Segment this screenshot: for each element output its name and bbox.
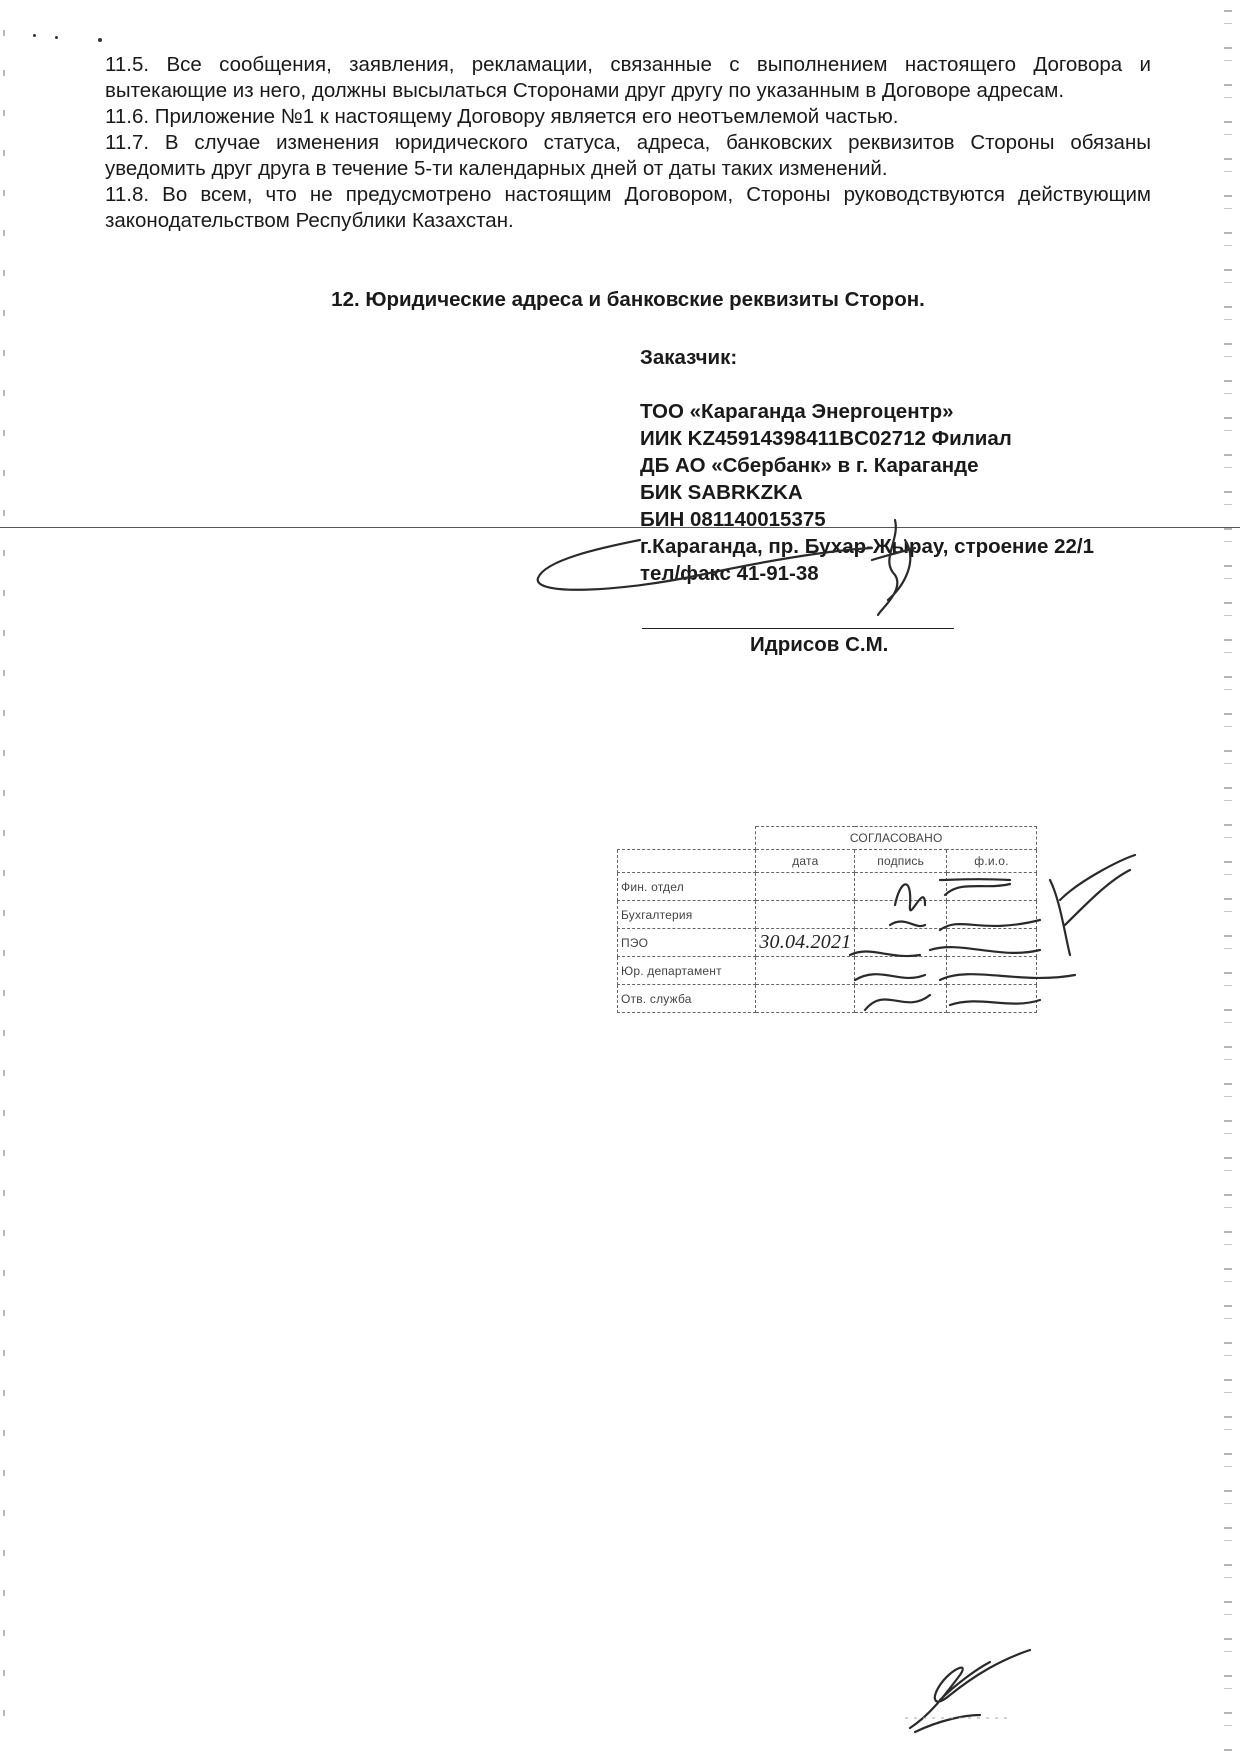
column-name: ф.и.о. xyxy=(946,850,1036,873)
scan-speck xyxy=(55,36,58,39)
clause-11-8: 11.8. Во всем, что не предусмотрено настоящим Договором, Стороны руководствуются действующим законодательством Республики Казахстан. xyxy=(105,183,1151,232)
signer-name: Идрисов С.М. xyxy=(750,633,889,656)
company-address: г.Караганда, пр. Бухар-Жырау, строение 22/1 xyxy=(640,535,1095,558)
approval-header-row xyxy=(618,850,1037,873)
account-number: ИИК KZ45914398411BC02712 Филиал xyxy=(640,427,1012,450)
column-signature: подпись xyxy=(855,850,947,873)
approval-date: 30.04.2021 xyxy=(756,929,855,957)
approval-date xyxy=(756,957,855,985)
section-title: 12. Юридические адреса и банковские реквизиты Сторон. xyxy=(331,288,925,311)
stamp-scrawl xyxy=(1060,855,1135,925)
scan-speck xyxy=(98,38,102,42)
dept-label: Отв. служба xyxy=(618,985,756,1013)
approval-date xyxy=(756,901,855,929)
dept-label: Фин. отдел xyxy=(618,873,756,901)
bank-bik: БИК SABRKZKA xyxy=(640,481,803,504)
signature-line xyxy=(642,628,954,629)
contract-clauses xyxy=(105,52,1151,234)
approval-stamp xyxy=(617,826,1037,1036)
column-date: дата xyxy=(756,850,855,873)
approval-date xyxy=(756,985,855,1013)
clause-11-7: 11.7. В случае изменения юридического статуса, адреса, банковских реквизитов Стороны обязаны уведомить друг друга в течение 5-ти календарных дней от даты таких изменений. xyxy=(105,131,1151,180)
scan-speck xyxy=(33,34,36,37)
clause-11-6: 11.6. Приложение №1 к настоящему Договору является его неотъемлемой частью. xyxy=(105,105,899,128)
approval-title: СОГЛАСОВАНО xyxy=(756,827,1037,850)
customer-requisites xyxy=(640,344,1094,587)
approval-table xyxy=(617,826,1037,1013)
company-name: ТОО «Караганда Энергоцентр» xyxy=(640,400,954,423)
dept-label: Бухгалтерия xyxy=(618,901,756,929)
approval-date xyxy=(756,873,855,901)
dept-label: Юр. департамент xyxy=(618,957,756,985)
bank-name: ДБ АО «Сбербанк» в г. Караганде xyxy=(640,454,979,477)
company-bin: БИН 081140015375 xyxy=(640,508,826,531)
approval-row xyxy=(618,901,1037,929)
approval-row xyxy=(618,873,1037,901)
clause-11-5: 11.5. Все сообщения, заявления, рекламации, связанные с выполнением настоящего Договора и вытекающие из него, должны высылаться Сторонами друг другу по указанным в Договоре адресам. xyxy=(105,53,1151,102)
approval-row xyxy=(618,929,1037,957)
company-phone: тел/факс 41-91-38 xyxy=(640,562,819,585)
scan-edge-right xyxy=(1224,0,1232,1754)
scan-edge-left xyxy=(3,30,5,1730)
footer-signature xyxy=(910,1650,1030,1732)
customer-label: Заказчик: xyxy=(640,346,738,369)
approval-row xyxy=(618,985,1037,1013)
approval-title-row xyxy=(618,827,1037,850)
approval-row xyxy=(618,957,1037,985)
dept-label: ПЭО xyxy=(618,929,756,957)
